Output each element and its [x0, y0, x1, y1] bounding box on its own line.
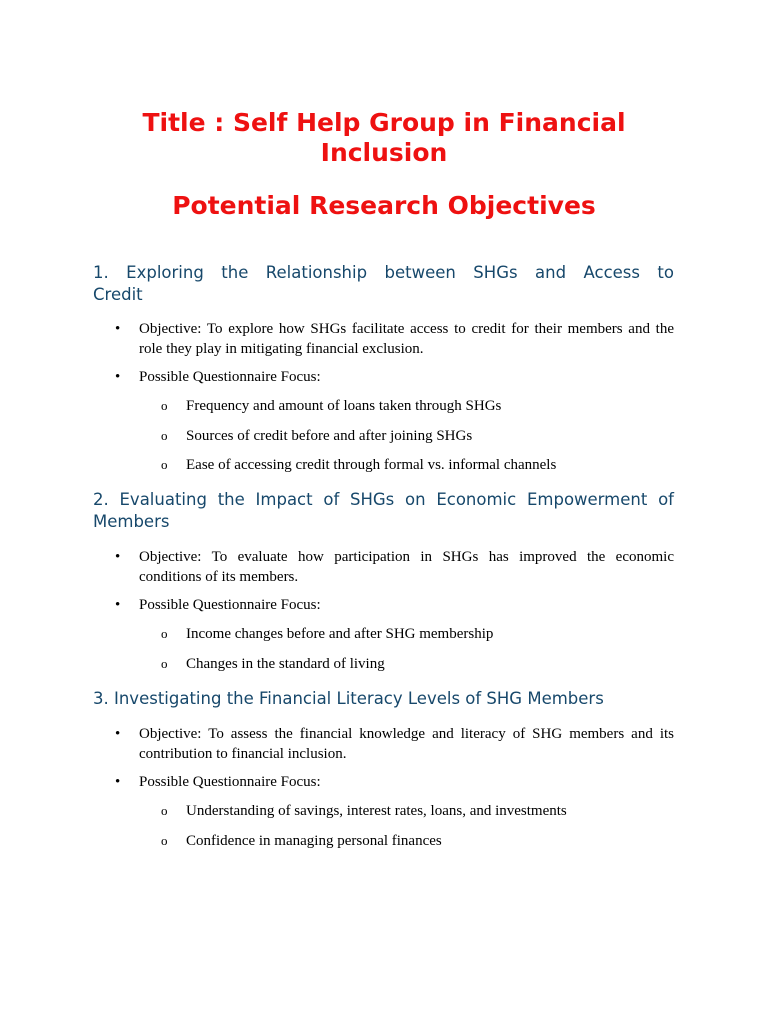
- objective-text-1-line1: Objective: To explore how SHGs facilitate access to credit for their members and the: [139, 321, 674, 337]
- document-subtitle: Potential Research Objectives: [172, 191, 596, 220]
- focus-item: Confidence in managing personal finances: [186, 833, 442, 849]
- sub-bullet-icon: o: [161, 428, 168, 443]
- document-title-line2: Inclusion: [320, 138, 448, 167]
- bullet-icon: •: [115, 369, 121, 385]
- sub-bullet-icon: o: [161, 398, 168, 413]
- focus-item: Ease of accessing credit through formal vs. informal channels: [186, 457, 557, 473]
- focus-label-3: Possible Questionnaire Focus:: [139, 774, 321, 790]
- section-heading-1-line1: 1. Exploring the Relationship between SHGs and Access to: [93, 263, 674, 282]
- document-title-line1: Title : Self Help Group in Financial: [142, 108, 626, 137]
- objective-text-3-line2: contribution to financial inclusion.: [139, 746, 347, 762]
- focus-item: Sources of credit before and after joining SHGs: [186, 428, 473, 444]
- objective-text-3: [139, 724, 674, 764]
- objective-text-3-line1: Objective: To assess the financial knowledge and literacy of SHG members and its: [139, 726, 674, 742]
- section-heading-2: [93, 489, 674, 533]
- document-title: [100, 108, 668, 168]
- objective-text-2-line1: Objective: To evaluate how participation in SHGs has improved the economic: [139, 549, 674, 565]
- section-heading-2-line1: 2. Evaluating the Impact of SHGs on Economic Empowerment of: [93, 490, 674, 509]
- sub-bullet-icon: o: [161, 626, 168, 641]
- sub-bullet-icon: o: [161, 833, 168, 848]
- focus-item: Frequency and amount of loans taken through SHGs: [186, 398, 502, 414]
- focus-item: Changes in the standard of living: [186, 656, 385, 672]
- objective-text-1: [139, 319, 674, 359]
- sub-bullet-icon: o: [161, 457, 168, 472]
- focus-item: Income changes before and after SHG membership: [186, 626, 494, 642]
- bullet-icon: •: [115, 549, 121, 565]
- section-heading-1: [93, 262, 674, 306]
- focus-label-1: Possible Questionnaire Focus:: [139, 369, 321, 385]
- objective-text-1-line2: role they play in mitigating financial exclusion.: [139, 341, 424, 357]
- focus-label-2: Possible Questionnaire Focus:: [139, 597, 321, 613]
- objective-text-2-line2: conditions of its members.: [139, 569, 299, 585]
- bullet-icon: •: [115, 321, 121, 337]
- bullet-icon: •: [115, 726, 121, 742]
- bullet-icon: •: [115, 774, 121, 790]
- section-heading-2-line2: Members: [93, 512, 170, 531]
- sub-bullet-icon: o: [161, 803, 168, 818]
- focus-item: Understanding of savings, interest rates, loans, and investments: [186, 803, 567, 819]
- bullet-icon: •: [115, 597, 121, 613]
- sub-bullet-icon: o: [161, 656, 168, 671]
- section-heading-3: 3. Investigating the Financial Literacy Levels of SHG Members: [93, 689, 604, 708]
- section-heading-1-line2: Credit: [93, 285, 143, 304]
- objective-text-2: [139, 547, 674, 587]
